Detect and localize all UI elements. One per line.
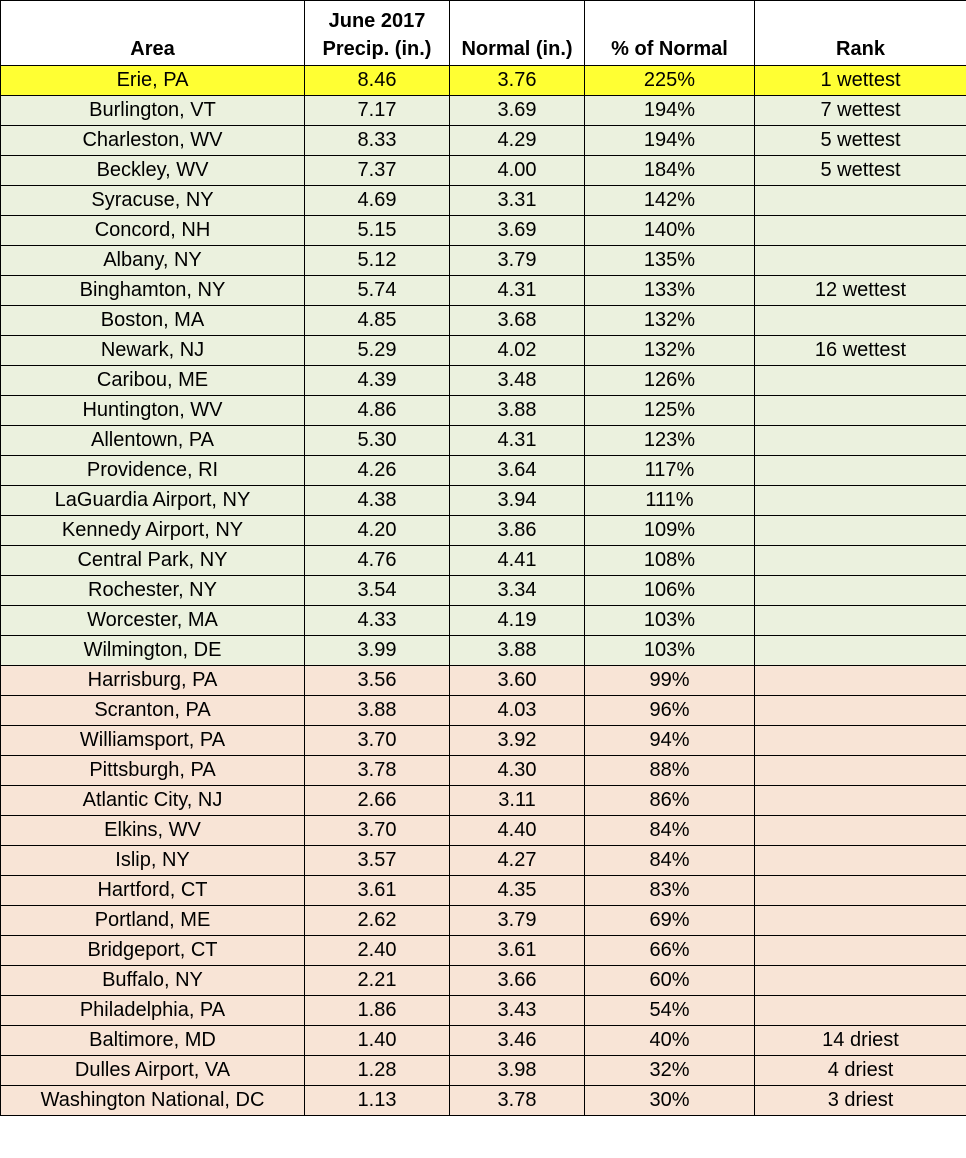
cell-normal: 4.19 xyxy=(450,606,585,636)
cell-precip: 3.78 xyxy=(305,756,450,786)
cell-area: Caribou, ME xyxy=(1,366,305,396)
table-row xyxy=(1,516,966,546)
table-row xyxy=(1,66,966,96)
cell-area: Boston, MA xyxy=(1,306,305,336)
header-area: Area xyxy=(1,1,305,66)
cell-area: Newark, NJ xyxy=(1,336,305,366)
table-row xyxy=(1,126,966,156)
cell-normal: 3.79 xyxy=(450,906,585,936)
cell-area: Albany, NY xyxy=(1,246,305,276)
cell-normal: 3.61 xyxy=(450,936,585,966)
cell-area: Harrisburg, PA xyxy=(1,666,305,696)
cell-normal: 4.27 xyxy=(450,846,585,876)
cell-normal: 3.94 xyxy=(450,486,585,516)
cell-normal: 3.92 xyxy=(450,726,585,756)
cell-normal: 4.30 xyxy=(450,756,585,786)
cell-pct: 184% xyxy=(585,156,755,186)
cell-precip: 5.15 xyxy=(305,216,450,246)
cell-rank xyxy=(755,876,966,906)
cell-rank: 7 wettest xyxy=(755,96,966,126)
table-row xyxy=(1,1056,966,1086)
table-row xyxy=(1,216,966,246)
cell-precip: 1.28 xyxy=(305,1056,450,1086)
cell-area: Syracuse, NY xyxy=(1,186,305,216)
cell-precip: 5.74 xyxy=(305,276,450,306)
cell-area: Bridgeport, CT xyxy=(1,936,305,966)
cell-precip: 5.12 xyxy=(305,246,450,276)
cell-rank xyxy=(755,906,966,936)
cell-precip: 4.33 xyxy=(305,606,450,636)
cell-precip: 3.54 xyxy=(305,576,450,606)
table-row xyxy=(1,276,966,306)
cell-precip: 7.17 xyxy=(305,96,450,126)
cell-area: Concord, NH xyxy=(1,216,305,246)
cell-precip: 3.57 xyxy=(305,846,450,876)
table-row xyxy=(1,876,966,906)
cell-normal: 3.11 xyxy=(450,786,585,816)
cell-normal: 3.78 xyxy=(450,1086,585,1116)
cell-area: Buffalo, NY xyxy=(1,966,305,996)
cell-rank xyxy=(755,246,966,276)
cell-normal: 3.98 xyxy=(450,1056,585,1086)
cell-area: Providence, RI xyxy=(1,456,305,486)
cell-normal: 3.68 xyxy=(450,306,585,336)
cell-rank: 4 driest xyxy=(755,1056,966,1086)
table-row xyxy=(1,336,966,366)
cell-pct: 109% xyxy=(585,516,755,546)
cell-rank xyxy=(755,636,966,666)
cell-rank xyxy=(755,396,966,426)
table-row xyxy=(1,546,966,576)
cell-precip: 8.46 xyxy=(305,66,450,96)
cell-normal: 3.88 xyxy=(450,396,585,426)
cell-rank xyxy=(755,726,966,756)
cell-normal: 3.60 xyxy=(450,666,585,696)
cell-rank xyxy=(755,786,966,816)
cell-pct: 132% xyxy=(585,336,755,366)
cell-area: Portland, ME xyxy=(1,906,305,936)
cell-precip: 4.69 xyxy=(305,186,450,216)
cell-pct: 135% xyxy=(585,246,755,276)
cell-rank xyxy=(755,606,966,636)
cell-normal: 3.48 xyxy=(450,366,585,396)
cell-pct: 40% xyxy=(585,1026,755,1056)
cell-rank: 5 wettest xyxy=(755,126,966,156)
table-row xyxy=(1,816,966,846)
cell-normal: 3.46 xyxy=(450,1026,585,1056)
cell-pct: 84% xyxy=(585,816,755,846)
cell-rank xyxy=(755,306,966,336)
table-row xyxy=(1,906,966,936)
cell-pct: 69% xyxy=(585,906,755,936)
cell-normal: 3.69 xyxy=(450,216,585,246)
cell-rank: 5 wettest xyxy=(755,156,966,186)
cell-normal: 4.35 xyxy=(450,876,585,906)
table-row xyxy=(1,696,966,726)
cell-precip: 1.13 xyxy=(305,1086,450,1116)
cell-normal: 3.76 xyxy=(450,66,585,96)
cell-pct: 111% xyxy=(585,486,755,516)
cell-precip: 4.20 xyxy=(305,516,450,546)
cell-rank xyxy=(755,366,966,396)
table-row xyxy=(1,636,966,666)
cell-area: LaGuardia Airport, NY xyxy=(1,486,305,516)
cell-area: Washington National, DC xyxy=(1,1086,305,1116)
cell-area: Burlington, VT xyxy=(1,96,305,126)
cell-normal: 3.69 xyxy=(450,96,585,126)
cell-normal: 3.43 xyxy=(450,996,585,1026)
cell-rank xyxy=(755,966,966,996)
cell-rank: 14 driest xyxy=(755,1026,966,1056)
cell-rank xyxy=(755,846,966,876)
cell-pct: 133% xyxy=(585,276,755,306)
table-row xyxy=(1,1026,966,1056)
cell-precip: 2.66 xyxy=(305,786,450,816)
cell-normal: 4.31 xyxy=(450,276,585,306)
header-precip-line2: Precip. (in.) xyxy=(322,38,432,60)
cell-rank xyxy=(755,486,966,516)
cell-rank: 3 driest xyxy=(755,1086,966,1116)
table-row xyxy=(1,156,966,186)
cell-rank xyxy=(755,186,966,216)
cell-rank xyxy=(755,516,966,546)
cell-area: Kennedy Airport, NY xyxy=(1,516,305,546)
cell-precip: 7.37 xyxy=(305,156,450,186)
cell-pct: 140% xyxy=(585,216,755,246)
table-row xyxy=(1,576,966,606)
cell-area: Erie, PA xyxy=(1,66,305,96)
table-row xyxy=(1,486,966,516)
cell-rank xyxy=(755,816,966,846)
cell-pct: 88% xyxy=(585,756,755,786)
cell-precip: 4.39 xyxy=(305,366,450,396)
cell-pct: 103% xyxy=(585,636,755,666)
table-row xyxy=(1,786,966,816)
cell-pct: 117% xyxy=(585,456,755,486)
table-row xyxy=(1,366,966,396)
cell-area: Wilmington, DE xyxy=(1,636,305,666)
cell-area: Huntington, WV xyxy=(1,396,305,426)
table-row xyxy=(1,936,966,966)
table-row xyxy=(1,1086,966,1116)
cell-pct: 54% xyxy=(585,996,755,1026)
table-row xyxy=(1,456,966,486)
cell-rank: 12 wettest xyxy=(755,276,966,306)
cell-pct: 86% xyxy=(585,786,755,816)
cell-pct: 106% xyxy=(585,576,755,606)
cell-rank xyxy=(755,576,966,606)
cell-precip: 3.70 xyxy=(305,726,450,756)
cell-area: Scranton, PA xyxy=(1,696,305,726)
header-precip-line1: June 2017 xyxy=(328,10,426,32)
cell-pct: 194% xyxy=(585,126,755,156)
cell-pct: 126% xyxy=(585,366,755,396)
header-row xyxy=(1,1,966,66)
cell-precip: 2.62 xyxy=(305,906,450,936)
table-row xyxy=(1,426,966,456)
cell-pct: 30% xyxy=(585,1086,755,1116)
header-precip xyxy=(305,1,450,66)
header-rank: Rank xyxy=(755,1,966,66)
cell-normal: 4.02 xyxy=(450,336,585,366)
cell-pct: 66% xyxy=(585,936,755,966)
header-normal: Normal (in.) xyxy=(450,1,585,66)
cell-normal: 4.00 xyxy=(450,156,585,186)
cell-area: Williamsport, PA xyxy=(1,726,305,756)
cell-rank xyxy=(755,696,966,726)
cell-pct: 32% xyxy=(585,1056,755,1086)
cell-precip: 4.85 xyxy=(305,306,450,336)
table-row xyxy=(1,246,966,276)
cell-pct: 225% xyxy=(585,66,755,96)
table-body xyxy=(1,66,966,1116)
cell-precip: 3.61 xyxy=(305,876,450,906)
cell-pct: 60% xyxy=(585,966,755,996)
cell-rank xyxy=(755,666,966,696)
table-row xyxy=(1,606,966,636)
cell-precip: 5.30 xyxy=(305,426,450,456)
cell-normal: 3.64 xyxy=(450,456,585,486)
table-row xyxy=(1,726,966,756)
cell-area: Islip, NY xyxy=(1,846,305,876)
cell-area: Central Park, NY xyxy=(1,546,305,576)
cell-area: Hartford, CT xyxy=(1,876,305,906)
cell-precip: 2.40 xyxy=(305,936,450,966)
cell-rank: 1 wettest xyxy=(755,66,966,96)
cell-normal: 4.29 xyxy=(450,126,585,156)
cell-pct: 125% xyxy=(585,396,755,426)
table-row xyxy=(1,186,966,216)
cell-precip: 4.38 xyxy=(305,486,450,516)
cell-normal: 3.79 xyxy=(450,246,585,276)
cell-rank: 16 wettest xyxy=(755,336,966,366)
cell-pct: 84% xyxy=(585,846,755,876)
cell-precip: 3.99 xyxy=(305,636,450,666)
cell-normal: 3.31 xyxy=(450,186,585,216)
cell-pct: 99% xyxy=(585,666,755,696)
cell-area: Elkins, WV xyxy=(1,816,305,846)
cell-area: Dulles Airport, VA xyxy=(1,1056,305,1086)
cell-area: Charleston, WV xyxy=(1,126,305,156)
cell-normal: 4.31 xyxy=(450,426,585,456)
table-row xyxy=(1,996,966,1026)
table-row xyxy=(1,756,966,786)
cell-rank xyxy=(755,936,966,966)
cell-pct: 194% xyxy=(585,96,755,126)
cell-rank xyxy=(755,426,966,456)
table-row xyxy=(1,846,966,876)
cell-area: Allentown, PA xyxy=(1,426,305,456)
cell-area: Philadelphia, PA xyxy=(1,996,305,1026)
cell-precip: 3.70 xyxy=(305,816,450,846)
cell-precip: 1.86 xyxy=(305,996,450,1026)
cell-precip: 1.40 xyxy=(305,1026,450,1056)
cell-pct: 83% xyxy=(585,876,755,906)
cell-normal: 3.88 xyxy=(450,636,585,666)
cell-precip: 2.21 xyxy=(305,966,450,996)
header-pct: % of Normal xyxy=(585,1,755,66)
cell-area: Pittsburgh, PA xyxy=(1,756,305,786)
cell-pct: 103% xyxy=(585,606,755,636)
table-row xyxy=(1,396,966,426)
cell-pct: 108% xyxy=(585,546,755,576)
cell-normal: 4.03 xyxy=(450,696,585,726)
cell-precip: 3.56 xyxy=(305,666,450,696)
cell-area: Rochester, NY xyxy=(1,576,305,606)
cell-area: Baltimore, MD xyxy=(1,1026,305,1056)
cell-precip: 4.76 xyxy=(305,546,450,576)
cell-area: Beckley, WV xyxy=(1,156,305,186)
table-row xyxy=(1,666,966,696)
cell-normal: 4.40 xyxy=(450,816,585,846)
cell-pct: 94% xyxy=(585,726,755,756)
table-row xyxy=(1,306,966,336)
cell-rank xyxy=(755,216,966,246)
cell-area: Binghamton, NY xyxy=(1,276,305,306)
cell-precip: 4.86 xyxy=(305,396,450,426)
table-row xyxy=(1,96,966,126)
cell-normal: 4.41 xyxy=(450,546,585,576)
cell-rank xyxy=(755,996,966,1026)
cell-precip: 3.88 xyxy=(305,696,450,726)
cell-rank xyxy=(755,756,966,786)
cell-area: Worcester, MA xyxy=(1,606,305,636)
cell-pct: 132% xyxy=(585,306,755,336)
cell-precip: 4.26 xyxy=(305,456,450,486)
table-row xyxy=(1,966,966,996)
cell-area: Atlantic City, NJ xyxy=(1,786,305,816)
cell-rank xyxy=(755,456,966,486)
cell-pct: 96% xyxy=(585,696,755,726)
cell-normal: 3.34 xyxy=(450,576,585,606)
cell-precip: 5.29 xyxy=(305,336,450,366)
cell-precip: 8.33 xyxy=(305,126,450,156)
cell-normal: 3.66 xyxy=(450,966,585,996)
cell-rank xyxy=(755,546,966,576)
cell-pct: 142% xyxy=(585,186,755,216)
cell-normal: 3.86 xyxy=(450,516,585,546)
cell-pct: 123% xyxy=(585,426,755,456)
